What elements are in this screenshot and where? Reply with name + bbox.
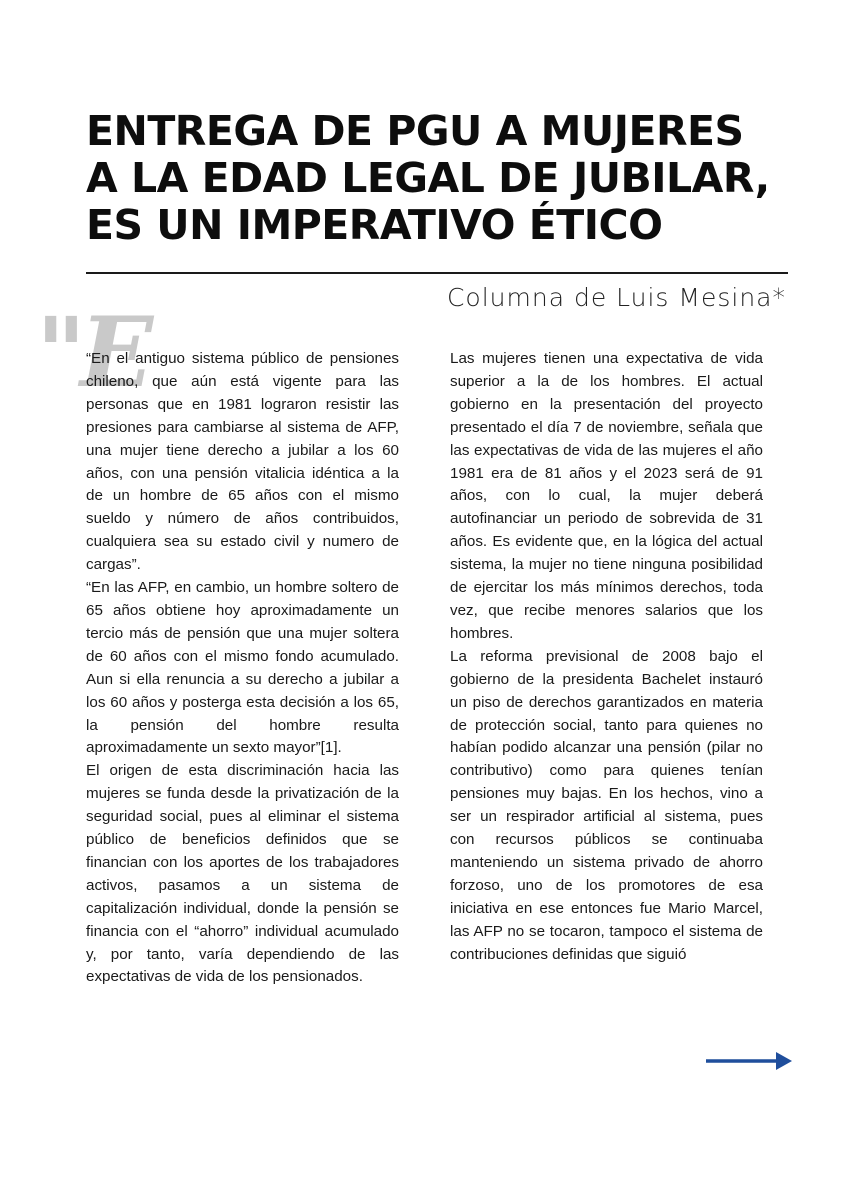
paragraph: “En las AFP, en cambio, un hombre soltero de 65 años obtiene hoy aproximadamente un tercio más de pensión que una mujer soltera de 60 años con el mismo fondo acumulado. Aun si ella renuncia a su derecho a jubilar a los 60 años y posterga esta decisión a los 65, la pensión del hombre resulta aproximadamente un sexto mayor”[1]. [86, 579, 399, 757]
right-column [450, 348, 763, 966]
article-title [86, 108, 806, 249]
left-column [86, 348, 399, 989]
title-line-3: ES UN IMPERATIVO ÉTICO [86, 201, 663, 249]
title-line-1: ENTREGA DE PGU A MUJERES [86, 107, 744, 155]
decorative-quote-initial: "E [36, 296, 148, 409]
paragraph: “En el antiguo sistema público de pensiones chileno, que aún está vigente para las personas que en 1981 lograron resistir las presiones para cambiarse al sistema de AFP, una mujer tiene derecho a jubilar a los 60 años, con una pensión vitalicia idéntica a la de un hombre de 65 años con el mismo sueldo y número de años contribuidos, cualquiera sea su estado civil y numero de cargas”. [86, 350, 399, 574]
title-divider [86, 272, 788, 274]
arrow-right-icon[interactable] [706, 1050, 792, 1072]
paragraph: El origen de esta discriminación hacia las mujeres se funda desde la privatización de la seguridad social, pues al eliminar el sistema público de beneficios definidos que se financian con los aportes de los trabajadores activos, pasamos a un sistema de capitalización individual, donde la pensión se financia con el “ahorro” individual acumulado y, por tanto, varía dependiendo de las expectativas de vida de los pensionados. [86, 762, 399, 986]
paragraph: Las mujeres tienen una expectativa de vida superior a la de los hombres. El actual gobierno en la presentación del proyecto presentado el día 7 de noviembre, señala que las expectativas de vida de las mujeres el año 1981 era de 81 años y el 2023 será de 91 años, con lo cual, la mujer deberá autofinanciar un periodo de sobrevida de 31 años. Es evidente que, en la lógica del actual sistema, la mujer no tiene ninguna posibilidad de ejercitar los más mínimos derechos, toda vez, que recibe menores salarios que los hombres. [450, 350, 763, 642]
title-line-2: A LA EDAD LEGAL DE JUBILAR, [86, 154, 770, 202]
byline: Columna de Luis Mesina* [446, 283, 786, 312]
paragraph: La reforma previsional de 2008 bajo el gobierno de la presidenta Bachelet instauró un piso de derechos garantizados en materia de protección social, tanto para quienes no habían podido alcanzar una pensión (pilar no contributivo) como para quienes tenían pensiones muy bajas. En los hechos, vino a ser un respirador artificial al sistema, pues con recursos públicos se continuaba manteniendo un sistema privado de ahorro forzoso, uno de los promotores de esa iniciativa en ese entonces fue Mario Marcel, las AFP no se tocaron, tampoco el sistema de contribuciones definidas que siguió [450, 647, 763, 963]
